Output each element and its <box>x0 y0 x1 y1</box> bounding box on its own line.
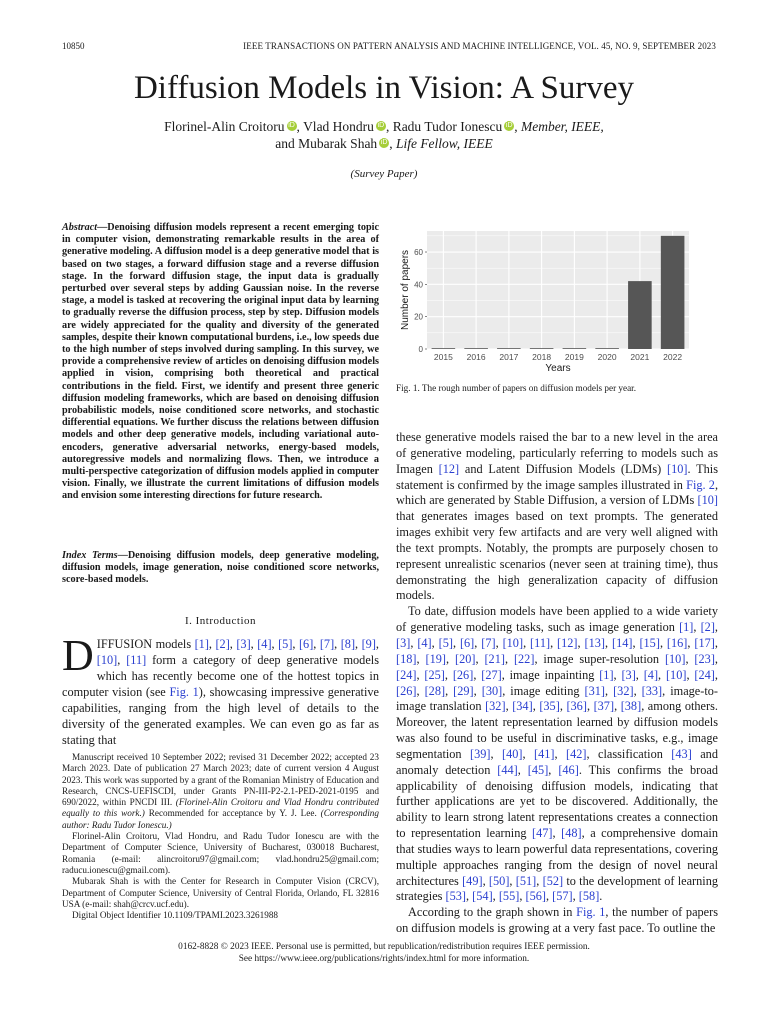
x-tick-label: 2018 <box>532 352 552 362</box>
citation-link[interactable]: [23] <box>694 651 715 666</box>
footnote-manuscript: Manuscript received 10 September 2022; revised 31 December 2022; accepted 23 March 2023. Date of publication 27 March 2023; date of current version 4 August 2023. This work was supported by a grant of the Romanian Ministry of Education and Research, CNCS-UEFISCDI, under Grants PN-III-P2-2.1-PED-2021-0195 and 690/2022, within PNCDI III. (Florinel-Alin Croitoru and Vlad Hondru contributed equally to this work.) Recommended for acceptance by Y. J. Lee. (Corresponding author: Radu Tudor Ionescu.) <box>62 752 379 830</box>
x-tick-label: 2015 <box>433 352 453 362</box>
orcid-icon[interactable]: iD <box>288 122 295 129</box>
citation-link[interactable]: [4] <box>643 667 659 682</box>
bar-2017 <box>497 348 521 349</box>
bar-2015 <box>432 348 456 349</box>
citation-link[interactable]: [10] <box>96 653 118 667</box>
x-tick-label: 2021 <box>630 352 650 362</box>
citation-link[interactable]: [3] <box>621 667 636 682</box>
author-name: Vlad Hondru <box>303 119 374 134</box>
abstract-text: —Denoising diffusion models represent a recent emerging topic in computer vision, demonstrating remarkable results in the area of generative modeling. A diffusion model is a deep generative model that is based on two stages, a forward diffusion stage and a reverse diffusion stage. In the forward diffusion stage, the input data is gradually perturbed over several steps by adding Gaussian noise. In the reverse stage, a model is tasked at recovering the original input data by learning to gradually reverse the diffusion process, step by step. Diffusion models are widely appreciated for the quality and diversity of the generated samples, despite their known computational burdens, i.e., low speeds due to the high number of steps involved during sampling. In this survey, we provide a comprehensive review of articles on denoising diffusion models applied in vision, comprising both theoretical and practical contributions in the field. First, we identify and present three generic diffusion modeling frameworks, which are based on denoising diffusion probabilistic models, noise conditioned score networks, and stochastic differential equations. We further discuss the relations between diffusion models and other deep generative models, including variational auto-encoders, generative adversarial networks, energy-based models, autoregressive models and normalizing flows. Then, we introduce a multi-perspective categorization of diffusion models applied in computer vision. Finally, we illustrate the current limitations of diffusion models and envision some interesting directions for future research. <box>62 222 379 502</box>
citation-link[interactable]: [3] <box>396 635 411 650</box>
bar-2021 <box>628 281 652 349</box>
citation-link[interactable]: [27] <box>481 667 502 682</box>
intro-text: models [1], [2], [3], [4], [5], [6], [7], [8], [9], [10], [11] form a category of deep generative models which has recently become one of the hottest topics in computer vision (see Fig. 1), showcasing impressive generative capabilities, ranging from the high level of details to the diversity of the generated examples. We can even go as far as stating that <box>62 637 379 747</box>
bar-2018 <box>530 348 554 349</box>
citation-link[interactable]: [37] <box>593 699 615 714</box>
citation-link[interactable]: [4] <box>257 637 272 651</box>
citation-link[interactable]: [8] <box>340 637 356 651</box>
author-role: Member, IEEE, <box>520 119 604 134</box>
citation-link[interactable]: [11] <box>126 653 147 667</box>
citation-link[interactable]: [16] <box>666 635 688 650</box>
citation-link[interactable]: [40] <box>502 746 523 761</box>
citation-link[interactable]: [9] <box>361 637 376 651</box>
citation-link[interactable]: [14] <box>611 635 633 650</box>
citation-link[interactable]: [19] <box>425 651 446 666</box>
dropcap: D <box>62 631 94 680</box>
citation-link[interactable]: [7] <box>319 637 335 651</box>
citation-link[interactable]: [4] <box>417 635 432 650</box>
citation-link[interactable]: [7] <box>481 635 496 650</box>
body-paragraph: According to the graph shown in Fig. 1, the number of papers on diffusion models is growing at a very fast pace. To outline the <box>396 905 719 936</box>
bar-2022 <box>661 236 685 349</box>
citation-link[interactable]: [10] <box>664 651 686 666</box>
citation-link[interactable]: [33] <box>641 683 663 698</box>
section-heading: I. Introduction <box>184 615 257 627</box>
citation-link[interactable]: [34] <box>512 699 533 714</box>
intro-first-word: IFFUSION <box>96 637 153 651</box>
citation-link[interactable]: [30] <box>481 683 503 698</box>
citation-link[interactable]: [38] <box>620 699 642 714</box>
page-number: 10850 <box>62 41 85 51</box>
citation-link[interactable]: [12] <box>438 461 460 476</box>
citation-link[interactable]: Fig. 2 <box>686 477 715 492</box>
citation-link[interactable]: [31] <box>584 683 605 698</box>
x-tick-label: 2022 <box>663 352 683 362</box>
y-tick-label: 40 <box>414 280 423 290</box>
citation-link[interactable]: [35] <box>539 699 560 714</box>
citation-link[interactable]: [41] <box>534 746 555 761</box>
citation-link[interactable]: [10] <box>665 667 687 682</box>
citation-link[interactable]: [24] <box>396 667 417 682</box>
x-tick-label: 2016 <box>466 352 486 362</box>
citation-link[interactable]: [10] <box>667 461 688 476</box>
body-paragraph: these generative models raised the bar to a new level in the area of generative modeling, particularly referring to models such as Imagen [12] and Latent Diffusion Models (LDMs) [10]. This statement is confirmed by the image samples illustrated in Fig. 2, which are generated by Stable Diffusion, a version of LDMs [10] that generates images based on text prompts. The generated images exhibit very few artifacts and are very well aligned with the text prompts. Notably, the prompts are purposely chosen to represent unrealistic scenarios (never seen at training time), thus demonstrating the high generalization capacity of diffusion models. <box>396 430 719 603</box>
citation-link[interactable]: [32] <box>613 683 634 698</box>
citation-link[interactable]: [1] <box>679 620 694 635</box>
citation-link[interactable]: [44] <box>497 762 518 777</box>
citation-link[interactable]: [32] <box>485 699 506 714</box>
citation-link[interactable]: [39] <box>470 746 491 761</box>
copyright-notice <box>0 942 768 965</box>
citation-link[interactable]: [46] <box>558 762 579 777</box>
citation-link[interactable]: [3] <box>236 637 251 651</box>
citation-link[interactable]: [5] <box>278 637 293 651</box>
right-column-text <box>396 430 718 937</box>
index-terms-label: Index Terms <box>62 550 118 561</box>
x-tick-label: 2019 <box>564 352 584 362</box>
figure-caption: Fig. 1. The rough number of papers on diffusion models per year. <box>396 383 637 393</box>
citation-link[interactable]: [56] <box>525 889 546 904</box>
paper-type: (Survey Paper) <box>350 168 418 180</box>
chart-x-label: Years <box>545 363 571 374</box>
bar-2019 <box>563 348 587 349</box>
author-role: Life Fellow, IEEE <box>395 136 493 151</box>
abstract <box>62 222 379 503</box>
index-terms-text: —Denoising diffusion models, deep generative modeling, diffusion models, image generation, noise conditioned score networks, score-based models. <box>62 550 379 586</box>
citation-link[interactable]: [2] <box>215 637 230 651</box>
citation-link[interactable]: [45] <box>527 762 549 777</box>
chart-y-label: Number of papers <box>400 249 411 331</box>
citation-link[interactable]: [42] <box>566 746 587 761</box>
footnote <box>62 752 379 921</box>
citation-link[interactable]: [21] <box>484 651 505 666</box>
citation-link[interactable]: [50] <box>488 873 510 888</box>
citation-link[interactable]: [28] <box>424 683 446 698</box>
copyright-line-2: See https://www.ieee.org/publications/rights/index.html for more information. <box>238 953 530 964</box>
author-name: Radu Tudor Ionescu <box>392 119 503 134</box>
citation-link[interactable]: [10] <box>502 635 524 650</box>
citation-link[interactable]: [52] <box>542 873 564 888</box>
citation-link[interactable]: [55] <box>498 889 520 904</box>
footnote-affiliation-2: Mubarak Shah is with the Center for Research in Computer Vision (CRCV), Department of Computer Science, University of Central Florida, Orlando, FL 32816 USA (e-mail: shah@crcv.ucf.edu). <box>62 876 379 909</box>
citation-link[interactable]: Fig. 1 <box>169 685 199 699</box>
authors-line-1: Florinel-Alin Croitoru iD , Vlad Hondru iD , Radu Tudor Ionescu iD , Member, IEEE, <box>164 119 604 134</box>
authors-line-2: and Mubarak Shah iD , Life Fellow, IEEE <box>275 136 493 151</box>
citation-link[interactable]: [48] <box>561 826 582 841</box>
citation-link[interactable]: [1] <box>599 667 614 682</box>
citation-link[interactable]: [26] <box>396 683 417 698</box>
citation-link[interactable]: [15] <box>639 635 660 650</box>
author-name: Mubarak Shah <box>298 136 378 151</box>
bar-2016 <box>464 348 488 349</box>
citation-link[interactable]: [25] <box>424 667 445 682</box>
journal-header: IEEE TRANSACTIONS ON PATTERN ANALYSIS AND MACHINE INTELLIGENCE, VOL. 45, NO. 9, SEPTEMBER 2023 <box>243 41 716 51</box>
orcid-icon[interactable]: iD <box>505 122 513 129</box>
body-paragraph: To date, diffusion models have been applied to a wide variety of generative modeling tasks, such as image generation [1], [2], [3], [4], [5], [6], [7], [10], [11], [12], [13], [14], [15], [16], [17], [18], [19], [20], [21], [22], image super-resolution [10], [23], [24], [25], [26], [27], image inpainting [1], [3], [4], [10], [24], [26], [28], [29], [30], image editing [31], [32], [33], image-to-image translation [32], [34], [35], [36], [37], [38], among others. Moreover, the latent representation learned by diffusion models was also found to be useful in discriminative tasks, e.g., image segmentation [39], [40], [41], [42], classification [43] and anomaly detection [44], [45], [46]. This confirms the broad applicability of denoising diffusion models, indicating that further applications are yet to be discovered. Additionally, the ability to learn strong latent representations creates a connection to representation learning [47], [48], a comprehensive domain that studies ways to learn powerful data representations, covering multiple approaches ranging from the design of novel neural architectures [49], [50], [51], [52] to the development of learning strategies [53], [54], [55], [56], [57], [58]. <box>396 604 719 904</box>
citation-link[interactable]: [13] <box>584 635 605 650</box>
citation-link[interactable]: [36] <box>566 699 587 714</box>
citation-link[interactable]: [6] <box>459 635 475 650</box>
paper-title: Diffusion Models in Vision: A Survey <box>133 70 635 106</box>
chart-x-ticks <box>434 352 682 362</box>
citation-link[interactable]: [57] <box>552 889 573 904</box>
x-tick-label: 2020 <box>597 352 617 362</box>
citation-link[interactable]: [6] <box>298 637 314 651</box>
citation-link[interactable]: [29] <box>453 683 474 698</box>
citation-link[interactable]: [5] <box>438 635 453 650</box>
footnote-affiliation-1: Florinel-Alin Croitoru, Vlad Hondru, and Radu Tudor Ionescu are with the Department of Computer Science, University of Bucharest, 030018 Bucharest, Romania (e-mail: alincroitoru97@gmail.com; vlad.hondru25@gmail.com; raducu.ionescu@gmail.com). <box>62 831 379 875</box>
y-tick-label: 60 <box>414 248 423 258</box>
citation-link[interactable]: [51] <box>515 873 537 888</box>
orcid-icon[interactable]: iD <box>380 139 388 146</box>
intro-paragraph <box>62 631 379 748</box>
citation-link[interactable]: [12] <box>557 635 578 650</box>
citation-link[interactable]: [1] <box>194 637 209 651</box>
y-tick-label: 0 <box>418 345 423 354</box>
citation-link[interactable]: [11] <box>530 635 551 650</box>
citation-link[interactable]: [26] <box>452 667 474 682</box>
chart-y-ticks <box>414 248 427 354</box>
citation-link[interactable]: [2] <box>700 620 715 635</box>
citation-link[interactable]: [49] <box>462 873 483 888</box>
citation-link[interactable]: [43] <box>671 746 692 761</box>
citation-link[interactable]: [22] <box>513 651 535 666</box>
citation-link[interactable]: Fig. 1 <box>576 905 606 920</box>
citation-link[interactable]: [54] <box>472 889 493 904</box>
footnote-doi: Digital Object Identifier 10.1109/TPAMI.2023.3261988 <box>72 910 279 921</box>
citation-link[interactable]: [53] <box>445 889 467 904</box>
citation-link[interactable]: [24] <box>694 667 715 682</box>
citation-link[interactable]: [20] <box>454 651 476 666</box>
citation-link[interactable]: [58] <box>578 889 600 904</box>
orcid-icon[interactable]: iD <box>377 122 385 129</box>
citation-link[interactable]: [10] <box>697 493 718 508</box>
citation-link[interactable]: [18] <box>396 651 417 666</box>
x-tick-label: 2017 <box>499 352 519 362</box>
citation-link[interactable]: [47] <box>532 826 553 841</box>
copyright-line-1: 0162-8828 © 2023 IEEE. Personal use is permitted, but republication/redistribution requires IEEE permission. <box>178 942 590 952</box>
citation-link[interactable]: [17] <box>694 635 715 650</box>
author-conjunction: and <box>275 136 295 151</box>
bar-2020 <box>595 348 619 349</box>
abstract-label: Abstract <box>62 222 98 233</box>
papers-per-year-chart <box>396 225 696 375</box>
author-name: Florinel-Alin Croitoru <box>164 119 285 134</box>
y-tick-label: 20 <box>414 312 423 322</box>
index-terms <box>62 550 379 587</box>
